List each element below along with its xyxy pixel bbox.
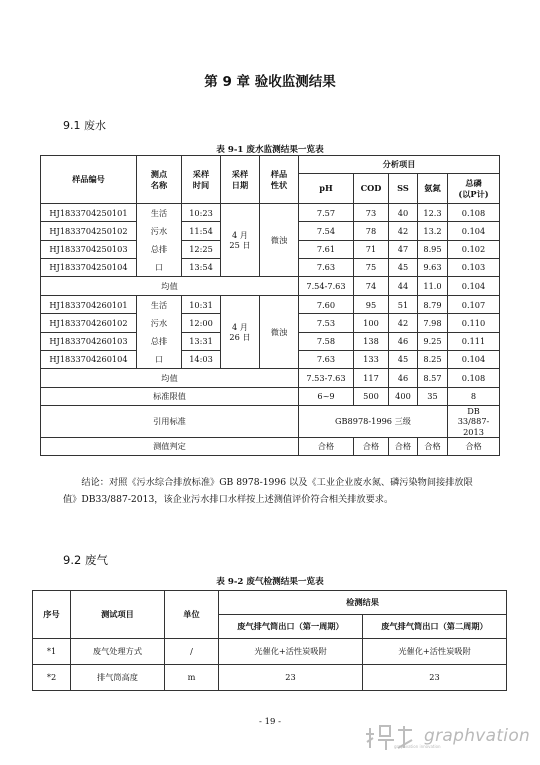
header-sampling-date: 采样 日期 [221, 156, 260, 204]
header-sampling-time: 采样 时间 [182, 156, 221, 204]
header-analysis-items: 分析项目 [299, 156, 500, 174]
header-test-item: 测试项目 [71, 591, 165, 639]
exhaust-table [32, 590, 507, 691]
table-row: HJ1833704260103 13:31 7.58 138 46 9.25 0.111 [41, 332, 500, 350]
table-row: HJ1833704250102 11:54 7.54 78 42 13.2 0.104 [41, 222, 500, 240]
table-row: HJ1833704260101 生活 污水 总排 口 10:31 4 月 26 日 微浊 7.60 95 51 8.79 0.107 [41, 296, 500, 314]
header-ammonia: 氨氮 [418, 174, 448, 204]
header-period-1: 废气排气筒出口（第一周期） [219, 615, 363, 639]
header-sample-state: 样品 性状 [260, 156, 299, 204]
watermark-text: graphvation [424, 726, 531, 746]
table-9-1-caption: 表 9-1 废水监测结果一览表 [216, 145, 324, 155]
wastewater-table [40, 155, 500, 456]
header-cod: COD [354, 174, 389, 204]
date-cell: 4 月 26 日 [221, 296, 260, 369]
table-row: HJ1833704250104 13:54 7.63 75 45 9.63 0.103 [41, 258, 500, 276]
state-cell: 微浊 [260, 296, 299, 369]
page-number: - 19 - [259, 717, 281, 727]
header-unit: 单位 [165, 591, 219, 639]
header-results: 检测结果 [219, 591, 507, 615]
header-period-2: 废气排气筒出口（第二周期） [363, 615, 507, 639]
header-ph: pH [299, 174, 354, 204]
header-sample-id: 样品编号 [41, 156, 137, 204]
point-name-cell: 生活 污水 总排 口 [137, 204, 182, 277]
limit-row: 标准限值 6~9 500 400 35 8 [41, 388, 500, 406]
conclusion-paragraph: 结论：对照《污水综合排放标准》GB 8978-1996 以及《工业企业废水氮、磷污染物间接排放限值》DB33/887-2013，该企业污水排口水样按上述测值评价符合相关排放要求。 [63, 477, 473, 505]
table-row: HJ1833704250103 12:25 7.61 71 47 8.95 0.102 [41, 240, 500, 258]
average-row: 均值 7.53-7.63 117 46 8.57 0.108 [41, 369, 500, 388]
header-total-phosphorus: 总磷 (以P计) [448, 174, 500, 204]
judgement-row: 测值判定 合格 合格 合格 合格 合格 [41, 437, 500, 455]
table-row: HJ1833704250101 生活 污水 总排 口 10:23 4 月 25 日 微浊 7.57 73 40 12.3 0.108 [41, 204, 500, 222]
reference-standard-row: 引用标准 GB8978-1996 三级 DB 33/887-2013 [41, 406, 500, 438]
point-name-cell: 生活 污水 总排 口 [137, 296, 182, 369]
table-row: HJ1833704260104 14:03 7.63 133 45 8.25 0.104 [41, 350, 500, 368]
state-cell: 微浊 [260, 204, 299, 277]
date-cell: 4 月 25 日 [221, 204, 260, 277]
section-heading-exhaust: 9.2 废气 [63, 553, 108, 567]
watermark-subtext: graphvation innovation [394, 744, 441, 749]
average-row: 均值 7.54-7.63 74 44 11.0 0.104 [41, 277, 500, 296]
table-9-2-caption: 表 9-2 废气检测结果一览表 [216, 577, 324, 587]
section-heading-wastewater: 9.1 废水 [63, 119, 106, 132]
chapter-title: 第 9 章 验收监测结果 [204, 74, 336, 90]
header-ss: SS [389, 174, 418, 204]
table-row: *1 废气处理方式 / 光催化+活性炭吸附 光催化+活性炭吸附 [33, 639, 507, 665]
header-point-name: 测点 名称 [137, 156, 182, 204]
table-row: HJ1833704260102 12:00 7.53 100 42 7.98 0.110 [41, 314, 500, 332]
watermark-logo [360, 722, 530, 752]
header-no: 序号 [33, 591, 71, 639]
table-row: *2 排气筒高度 m 23 23 [33, 665, 507, 691]
